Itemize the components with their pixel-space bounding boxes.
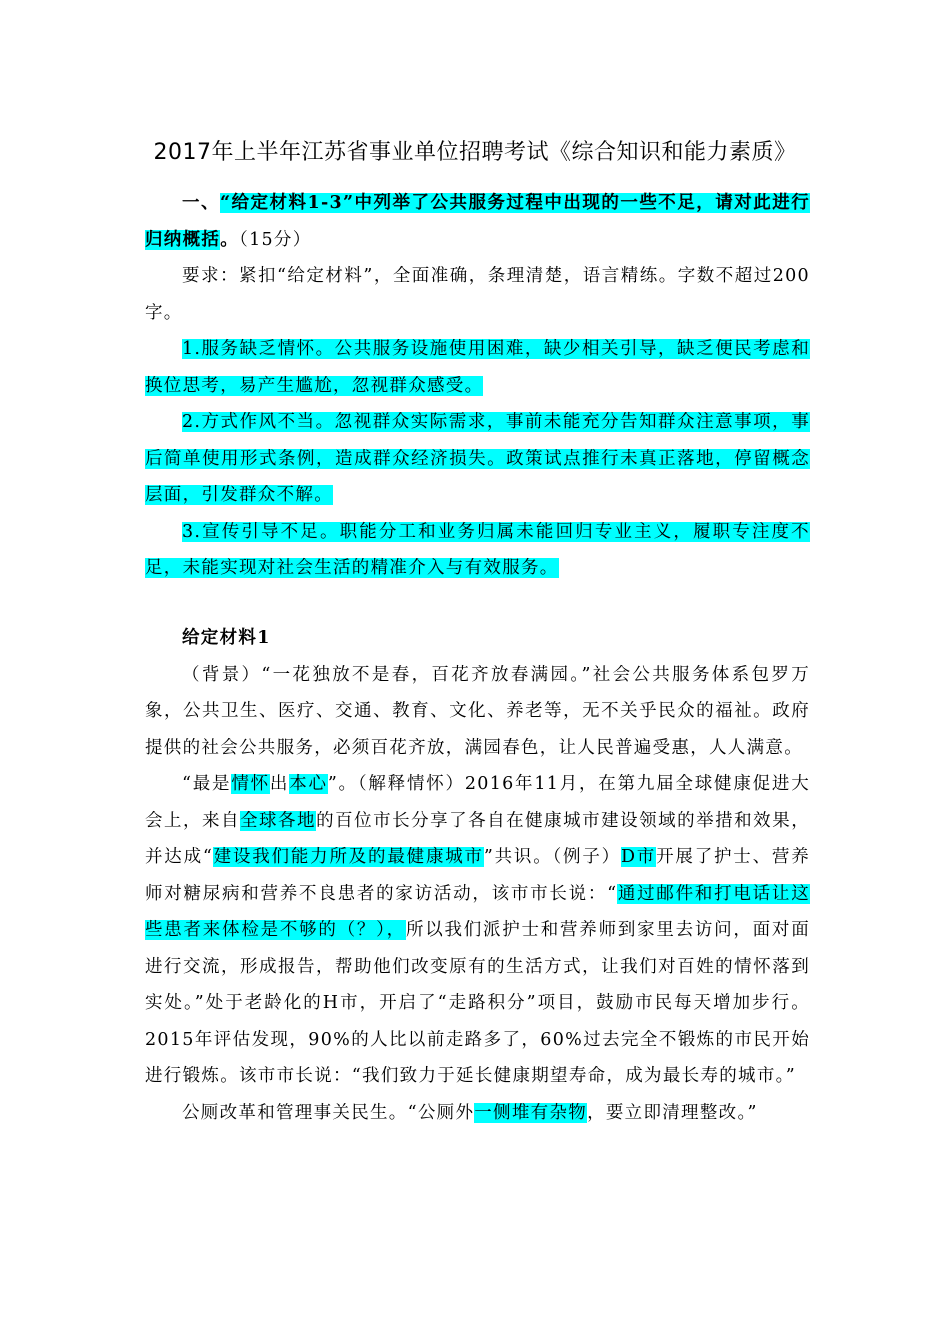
requirement-text: 要求：紧扣“给定材料”，全面准确，条理清楚，语言精练。字数不超过200字。 — [145, 266, 810, 323]
highlight-run: D市 — [620, 847, 657, 867]
answer-2 — [145, 404, 810, 514]
text-run: ”。（解释情怀）2016年11月，在第九届全球健康促进大会上，来自 — [145, 774, 810, 831]
question-highlight: “给定材料1-3”中列举了公共服务过程中出现的一些不足，请对此进行归纳概括 — [145, 193, 810, 250]
text-run: 所以我们派护士和营养师到家里去访问，面对面进行交流，形成报告，帮助他们改变原有的生活方式，让我们对百姓的情怀落到实处。”处于老龄化的H市，开启了“走路积分”项目，鼓励市民每天增加步行。2015年评估发现，90%的人比以前走路多了，60%过去完全不锻炼的市民开始进行锻炼。该市市长说：“我们致力于延长健康期望寿命，成为最长寿的城市。” — [145, 920, 810, 1086]
material-paragraph-3 — [145, 1095, 810, 1132]
text-run: 出 — [269, 774, 290, 794]
material-paragraph-1: （背景）“一花独放不是春，百花齐放春满园。”社会公共服务体系包罗万象，公共卫生、医疗、交通、教育、文化、养老等，无不关乎民众的福祉。政府提供的社会公共服务，必须百花齐放，满园春色，让人民普遍受惠，人人满意。 — [145, 664, 810, 758]
highlight-run: 一侧堆有杂物 — [474, 1102, 588, 1123]
highlight-run: 建设我们能力所及的最健康城市 — [213, 847, 484, 867]
document-title: 2017年上半年江苏省事业单位招聘考试《综合知识和能力素质》 — [153, 140, 797, 165]
question-text — [145, 185, 810, 258]
material-heading: 给定材料1 — [182, 628, 271, 648]
question-score: （15分） — [239, 229, 312, 250]
question-prefix: 一、 — [182, 193, 220, 213]
text-run: 开展了护士、营养师对糖尿病和营养不良患者的家访活动，该市市长说：“ — [145, 847, 810, 904]
answer-3 — [145, 514, 810, 587]
text-run: “最是 — [182, 774, 232, 794]
highlight-run: 通过邮件和打电话让这些患者来体检是不够的（？）， — [145, 883, 810, 940]
highlight-run: 全球各地 — [240, 810, 317, 831]
text-run: 的百位市长分享了各自在健康城市建设领域的举措和效果，并达成“ — [145, 810, 810, 867]
question-block — [145, 185, 810, 587]
text-run: ”共识。（例子） — [483, 847, 621, 867]
text-run: 公厕改革和管理事关民生。“公厕外 — [182, 1102, 475, 1123]
answer-1-text: 1.服务缺乏情怀。公共服务设施使用困难，缺少相关引导，缺乏便民考虑和换位思考，易产生尴尬，忽视群众感受。 — [145, 339, 810, 396]
question-period: 。 — [220, 229, 240, 250]
material-block — [145, 620, 810, 1131]
material-paragraph-2 — [145, 766, 810, 1095]
highlight-run: 本心 — [289, 774, 328, 794]
answer-3-text: 3.宣传引导不足。职能分工和业务归属未能回归专业主义，履职专注度不足，未能实现对社会生活的精准介入与有效服务。 — [145, 521, 810, 578]
highlight-run: 情怀 — [231, 774, 270, 794]
text-run: ，要立即清理整改。” — [587, 1102, 758, 1123]
answer-1 — [145, 331, 810, 404]
answer-2-text: 2.方式作风不当。忽视群众实际需求，事前未能充分告知群众注意事项，事后简单使用形式条例，造成群众经济损失。政策试点推行未真正落地，停留概念层面，引发群众不解。 — [145, 412, 810, 505]
